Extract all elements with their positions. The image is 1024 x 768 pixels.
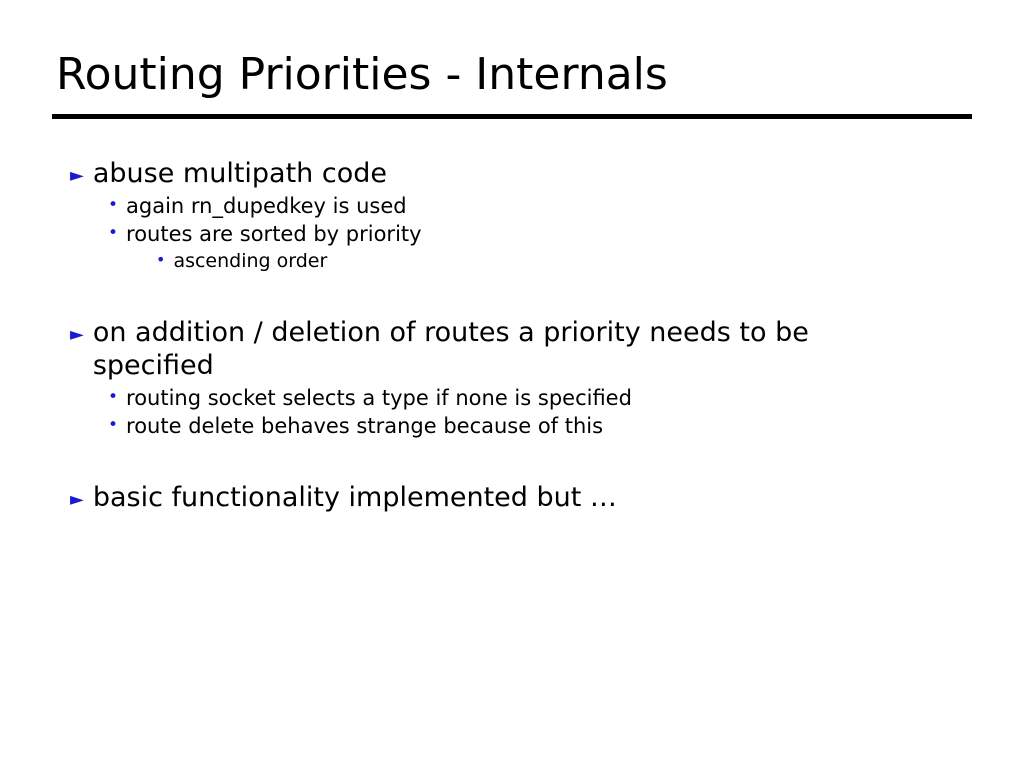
bullet-level1-label: abuse multipath code	[92, 158, 387, 189]
bullet-block	[70, 317, 970, 439]
title-divider	[52, 114, 972, 119]
dot-bullet-icon: •	[108, 414, 119, 435]
bullet-level2-label: route delete behaves strange because of this	[126, 413, 604, 438]
bullet-level2-label: routing socket selects a type if none is specified	[126, 386, 632, 411]
bullet-level2	[108, 193, 970, 220]
bullet-level2	[108, 221, 970, 248]
bullet-level1	[70, 317, 970, 383]
dot-bullet-icon: •	[156, 250, 166, 270]
triangle-bullet-icon: ►	[70, 324, 84, 346]
bullet-level1	[70, 158, 970, 191]
dot-bullet-icon: •	[108, 222, 119, 243]
bullet-level1	[70, 482, 970, 515]
triangle-bullet-icon: ►	[70, 488, 84, 510]
triangle-bullet-icon: ►	[70, 165, 84, 186]
bullet-level2-label: routes are sorted by priority	[126, 221, 422, 246]
block-spacer	[70, 440, 970, 474]
bullet-level1-label: on addition / deletion of routes a priority needs to be specified	[92, 317, 809, 382]
bullet-level2	[108, 413, 970, 440]
dot-bullet-icon: •	[108, 387, 119, 408]
dot-bullet-icon: •	[108, 194, 119, 215]
page-title: Routing Priorities - Internals	[56, 49, 668, 100]
bullet-level2-label: again rn_dupedkey is used	[126, 193, 407, 218]
bullet-level1-label: basic functionality implemented but …	[92, 481, 617, 513]
block-spacer	[70, 273, 970, 309]
bullet-level3	[156, 249, 970, 273]
slide-content	[70, 150, 970, 517]
bullet-block	[70, 482, 970, 515]
bullet-level2	[108, 385, 970, 412]
bullet-level3-label: ascending order	[173, 250, 328, 273]
bullet-block	[70, 158, 970, 273]
